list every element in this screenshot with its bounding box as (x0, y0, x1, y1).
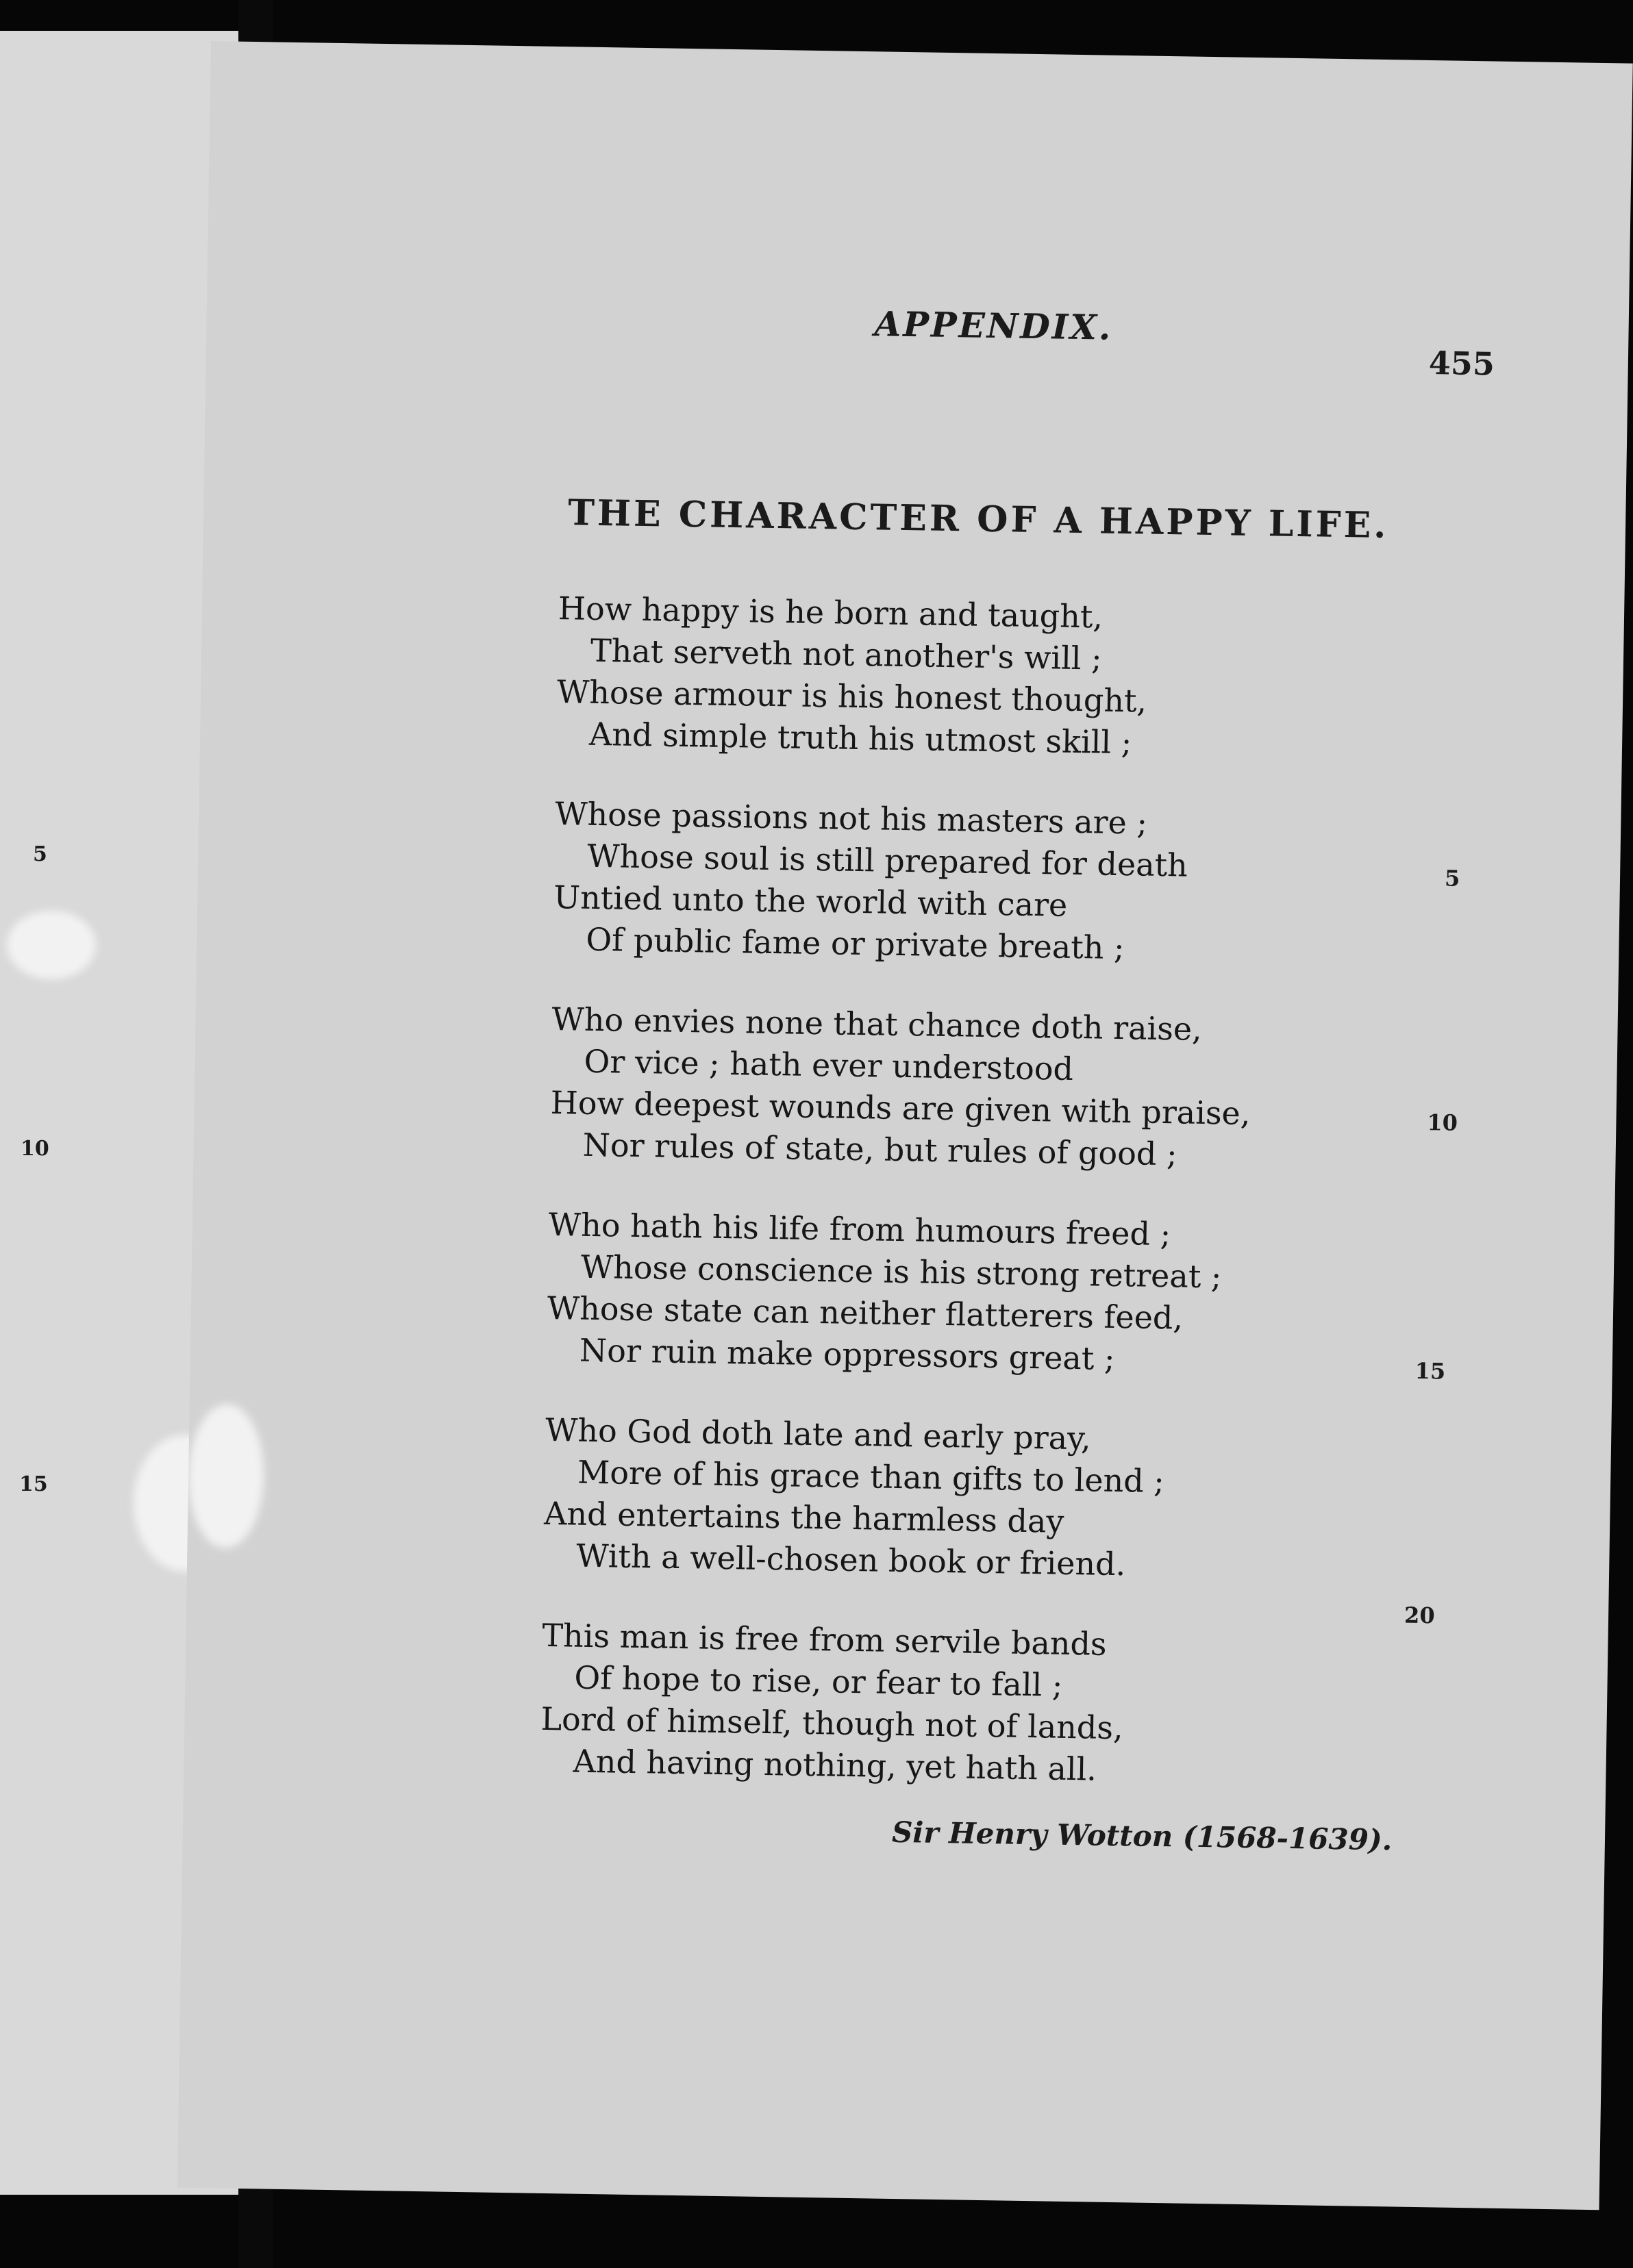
right-page (177, 41, 1633, 2210)
poem-line: More of his grace than gifts to lend ; (577, 1453, 1165, 1500)
stanza (547, 1204, 1223, 1381)
line-number-10: 10 (1427, 1109, 1458, 1136)
poem-line: Nor ruin make oppressors great ; (579, 1331, 1115, 1377)
left-line-number-10: 10 (21, 1137, 49, 1161)
poem-line: Nor rules of state, but rules of good ; (582, 1126, 1177, 1173)
line-number-15: 15 (1414, 1357, 1446, 1385)
poem-line: This man is free from servile bands (542, 1616, 1107, 1663)
poem-line: How happy is he born and taught, (558, 590, 1104, 635)
poem-line: That serveth not another's will ; (590, 631, 1103, 677)
poem-line: With a well-chosen book or friend. (575, 1537, 1126, 1583)
paper-stain (7, 911, 96, 979)
paper-stain (187, 1404, 264, 1549)
poem-line: Who envies none that chance doth raise, (551, 1000, 1203, 1048)
line-number-20: 20 (1404, 1602, 1435, 1629)
poem-line: Lord of himself, though not of lands, (540, 1700, 1124, 1747)
stanza (556, 588, 1149, 764)
poem-line: Untied unto the world with care (553, 879, 1068, 924)
poem-attribution: Sir Henry Wotton (1568-1639). (891, 1815, 1393, 1857)
running-title: APPENDIX. (874, 303, 1113, 348)
poem-line: Whose armour is his honest thought, (556, 673, 1147, 720)
poem-line: And entertains the harmless day (543, 1494, 1064, 1540)
poem-line: Who hath his life from humours freed ; (548, 1205, 1171, 1253)
poem-line: Of public fame or private breath ; (586, 920, 1125, 967)
poem-line: Who God doth late and early pray, (545, 1411, 1092, 1457)
line-number-5: 5 (1444, 865, 1460, 892)
poem-line: Whose soul is still prepared for death (586, 837, 1188, 884)
left-line-number-15: 15 (19, 1472, 48, 1496)
poem-line: Whose passions not his masters are ; (554, 795, 1148, 842)
poem-line: And having nothing, yet hath all. (573, 1742, 1097, 1788)
poem-line: Whose conscience is his strong retreat ; (580, 1248, 1222, 1296)
poem-title: THE CHARACTER OF A HAPPY LIFE. (567, 492, 1389, 547)
page-number: 455 (1428, 344, 1495, 383)
poem-line: How deepest wounds are given with praise, (550, 1083, 1251, 1133)
stanza (549, 998, 1252, 1176)
stanza (553, 793, 1188, 970)
poem-line: Whose state can neither flatterers feed, (547, 1289, 1184, 1337)
poem-line: And simple truth his utmost skill ; (588, 715, 1132, 761)
poem-line: Or vice ; hath ever understood (584, 1042, 1074, 1087)
stanza (540, 1615, 1125, 1791)
left-line-number-5: 5 (33, 842, 47, 866)
poem-line: Of hope to rise, or fear to fall ; (574, 1659, 1063, 1704)
stanza (543, 1409, 1165, 1586)
